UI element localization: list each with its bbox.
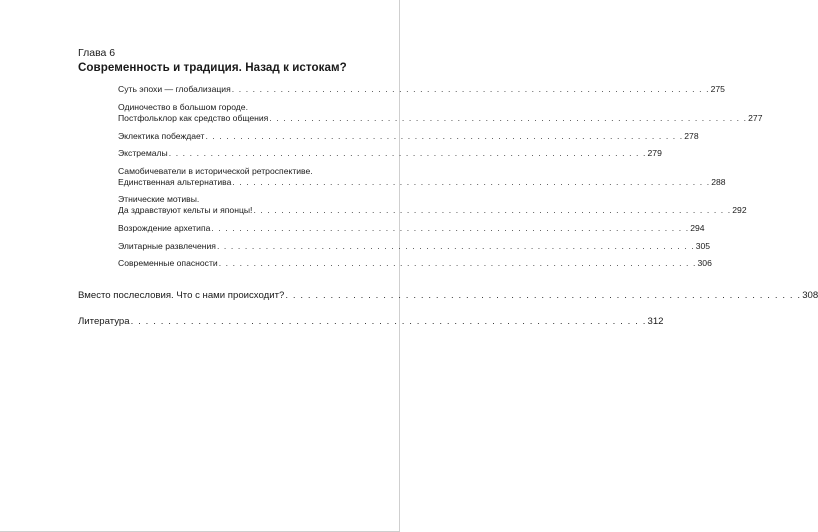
toc-entry [118,148,662,159]
toc-entry-page: 308 [802,290,818,301]
toc-leader: . . . . . . . . . . . . . . . . . . . . . . . . . . . . . . . . . . . . . . . . . . . . . . . . . . . . . . . . . . . . . . . . . . . . . [211,223,690,233]
toc-leader: . . . . . . . . . . . . . . . . . . . . . . . . . . . . . . . . . . . . . . . . . . . . . . . . . . . . . . . . . . . . . . . . . . . . . [269,113,748,123]
toc-entry-title: Экстремалы [118,148,168,158]
toc-entry [118,84,725,95]
toc-entry-title: Единственная альтернатива [118,177,232,187]
toc-entry-title: Вместо послесловия. Что с нами происходит? [78,290,285,301]
toc-entry-page: 305 [695,241,711,251]
toc-entry-first-line: Самобичеватели в исторической ретроспективе. [118,166,313,176]
toc-leader: . . . . . . . . . . . . . . . . . . . . . . . . . . . . . . . . . . . . . . . . . . . . . . . . . . . . . . . . . . . . . . . . . . . . . [285,290,802,301]
toc-leader: . . . . . . . . . . . . . . . . . . . . . . . . . . . . . . . . . . . . . . . . . . . . . . . . . . . . . . . . . . . . . . . . . . . . . [253,205,732,215]
toc-entry-title: Да здравствуют кельты и японцы! [118,205,253,215]
toc-entry [118,113,763,124]
toc-entry-title: Современные опасности [118,258,218,268]
toc-entry [118,258,712,269]
toc-entry-page: 288 [711,177,726,187]
toc-entry-page: 279 [647,148,662,158]
toc-leader: . . . . . . . . . . . . . . . . . . . . . . . . . . . . . . . . . . . . . . . . . . . . . . . . . . . . . . . . . . . . . . . . . . . . . [130,316,647,327]
toc-entry-page: 277 [748,113,763,123]
chapter-label: Глава 6 [78,47,116,59]
toc-leader: . . . . . . . . . . . . . . . . . . . . . . . . . . . . . . . . . . . . . . . . . . . . . . . . . . . . . . . . . . . . . . . . . . . . . [168,148,647,158]
toc-leader: . . . . . . . . . . . . . . . . . . . . . . . . . . . . . . . . . . . . . . . . . . . . . . . . . . . . . . . . . . . . . . . . . . . . . [232,177,711,187]
toc-entry-title: Элитарные развлечения [118,241,216,251]
toc-entry-title: Суть эпохи — глобализация [118,84,231,94]
toc-entry-page: 278 [684,131,699,141]
toc-leader: . . . . . . . . . . . . . . . . . . . . . . . . . . . . . . . . . . . . . . . . . . . . . . . . . . . . . . . . . . . . . . . . . . . . . [216,241,695,251]
toc-entry [118,177,726,188]
toc-entry-page: 292 [732,205,747,215]
toc-entry-title: Эклектика побеждает [118,131,205,141]
toc-leader: . . . . . . . . . . . . . . . . . . . . . . . . . . . . . . . . . . . . . . . . . . . . . . . . . . . . . . . . . . . . . . . . . . . . . [231,84,710,94]
toc-entry-page: 306 [697,258,712,268]
toc-entry-page: 275 [710,84,725,94]
toc-entry-afterword [78,290,818,301]
toc-leader: . . . . . . . . . . . . . . . . . . . . . . . . . . . . . . . . . . . . . . . . . . . . . . . . . . . . . . . . . . . . . . . . . . . . . [218,258,697,268]
toc-entry-first-line: Этнические мотивы. [118,194,200,204]
toc-entry [118,223,705,234]
toc-entry-literature [78,316,664,327]
toc-leader: . . . . . . . . . . . . . . . . . . . . . . . . . . . . . . . . . . . . . . . . . . . . . . . . . . . . . . . . . . . . . . . . . . . . . [205,131,684,141]
toc-entry-page: 294 [690,223,705,233]
toc-entry-page: 312 [647,316,664,327]
toc-entry-title: Возрождение архетипа [118,223,211,233]
toc-entry [118,205,747,216]
toc-entry-first-line: Одиночество в большом городе. [118,102,248,112]
toc-entry-title: Постфольклор как средство общения [118,113,269,123]
toc-entry-title: Литература [78,316,130,327]
toc-entry [118,241,711,252]
toc-entry [118,131,699,142]
chapter-title: Современность и традиция. Назад к истокам? [78,61,347,74]
